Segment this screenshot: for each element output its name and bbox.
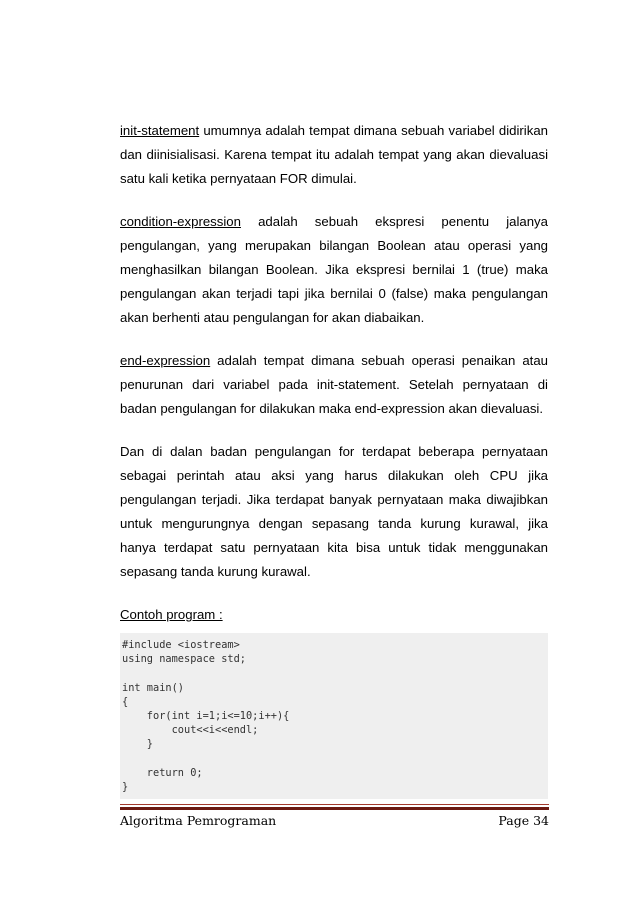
code-block: [120, 633, 548, 799]
term-init-statement: init-statement: [120, 123, 200, 138]
page-content: [120, 119, 548, 799]
paragraph-loop-body: [120, 440, 548, 584]
footer-rule-thin: [120, 804, 549, 805]
code-line: [122, 752, 544, 766]
paragraph-text: Dan di dalan badan pengulangan for terdapat beberapa pernyataan sebagai perintah atau aksi yang harus dilakukan oleh CPU jika pengulangan terjadi. Jika terdapat banyak pernyataan maka diwajibkan untuk mengurungnya dengan sepasang tanda kurung kurawal, jika hanya terdapat satu pernyataan kita bisa untuk tidak menggunakan sepasang tanda kurung kurawal.: [120, 444, 548, 579]
code-line: }: [122, 738, 153, 751]
paragraph-text: umumnya adalah tempat dimana sebuah variabel didirikan dan diinisialisasi. Karena tempat itu adalah tempat yang akan dievaluasi satu kali ketika pernyataan FOR dimulai.: [120, 123, 548, 186]
code-line: using namespace std;: [122, 653, 246, 666]
paragraph-init-statement: [120, 119, 548, 191]
code-line: return 0;: [122, 766, 203, 779]
code-line: {: [122, 695, 129, 708]
footer-title: Algoritma Pemrograman: [120, 813, 277, 828]
code-line: cout<<i<<endl;: [122, 724, 259, 737]
code-line: #include <iostream>: [122, 639, 240, 651]
page-number: Page 34: [498, 813, 549, 828]
term-condition-expression: condition-expression: [120, 214, 241, 229]
paragraph-condition-expression: [120, 210, 548, 330]
page-footer: [120, 813, 549, 833]
code-line: for(int i=1;i<=10;i++){: [122, 710, 290, 722]
paragraph-text: adalah sebuah ekspresi penentu jalanya pengulangan, yang merupakan bilangan Boolean atau operasi yang menghasilkan bilangan Boolean. Jika ekspresi bernilai 1 (true) maka pengulangan akan terjadi tapi jika bernilai 0 (false) maka pengulangan akan berhenti atau pengulangan for akan diabaikan.: [120, 214, 548, 325]
code-line: }: [122, 781, 129, 793]
code-line: [122, 666, 544, 680]
code-line: int main(): [122, 681, 184, 694]
paragraph-end-expression: [120, 349, 548, 421]
term-end-expression: end-expression: [120, 353, 211, 368]
footer-rule-thick: [120, 807, 549, 810]
example-heading: Contoh program :: [120, 607, 223, 622]
paragraph-text: adalah tempat dimana sebuah operasi penaikan atau penurunan dari variabel pada init-statement. Setelah pernyataan di badan pengulangan for dilakukan maka end-expression akan dievaluasi.: [120, 353, 548, 416]
